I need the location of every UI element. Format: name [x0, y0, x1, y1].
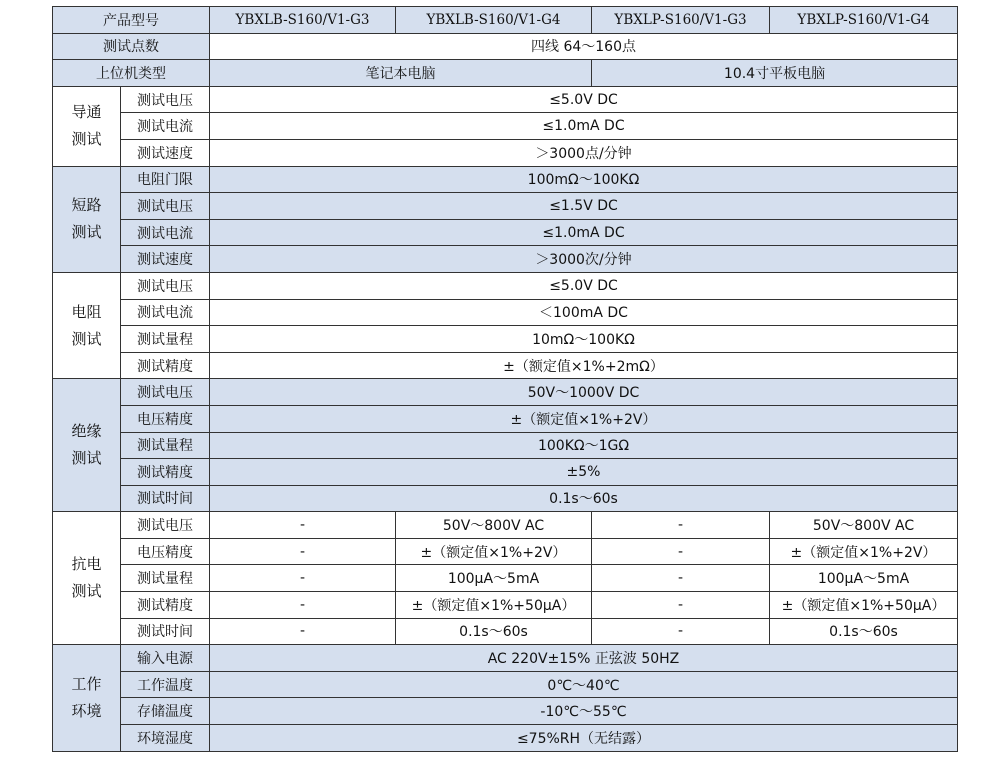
group-name-line: 测试 [71, 449, 102, 468]
param-value: ＞3000点/分钟 [210, 139, 958, 166]
hipot-value: - [592, 565, 770, 592]
spec-row [53, 219, 958, 246]
param-label: 输入电源 [121, 645, 210, 672]
param-value: 10mΩ～100KΩ [210, 326, 958, 353]
spec-row [53, 86, 958, 113]
hipot-value: ±（额定值×1%+2V） [770, 538, 958, 565]
hipot-value: ±（额定值×1%+2V） [396, 538, 592, 565]
param-value: ±（额定值×1%+2V） [210, 405, 958, 432]
spec-table [52, 6, 958, 752]
group-name-line: 测试 [71, 582, 102, 601]
param-value: 100mΩ～100KΩ [210, 166, 958, 193]
param-value: 0℃～40℃ [210, 671, 958, 698]
hipot-value: 100μA～5mA [396, 565, 592, 592]
group-name-line: 短路 [71, 196, 102, 215]
hipot-value: - [592, 618, 770, 645]
param-label: 测试时间 [121, 618, 210, 645]
param-label: 测试电压 [121, 379, 210, 406]
group-name-continuity [53, 86, 121, 166]
spec-row [53, 139, 958, 166]
hipot-value: - [210, 538, 396, 565]
group-name-environment [53, 645, 121, 751]
hipot-row [53, 512, 958, 539]
param-label: 测试时间 [121, 485, 210, 512]
group-name-line: 环境 [71, 701, 102, 720]
spec-row [53, 326, 958, 353]
param-label: 测试精度 [121, 592, 210, 619]
group-name-line: 测试 [71, 223, 102, 242]
spec-row [53, 193, 958, 220]
param-value: 100KΩ～1GΩ [210, 432, 958, 459]
param-value: 0.1s～60s [210, 485, 958, 512]
hipot-row [53, 618, 958, 645]
param-label: 测试电压 [121, 272, 210, 299]
points-label: 测试点数 [53, 33, 210, 60]
hipot-value: - [210, 565, 396, 592]
param-label: 测试电压 [121, 86, 210, 113]
hipot-value: ±（额定值×1%+50μA） [396, 592, 592, 619]
param-label: 存储温度 [121, 698, 210, 725]
param-label: 测试量程 [121, 432, 210, 459]
param-value: AC 220V±15% 正弦波 50HZ [210, 645, 958, 672]
param-label: 测试速度 [121, 246, 210, 273]
param-value: ≤5.0V DC [210, 86, 958, 113]
hipot-value: 50V～800V AC [396, 512, 592, 539]
host-right-value: 10.4寸平板电脑 [592, 60, 958, 87]
spec-row [53, 405, 958, 432]
group-name-insulation [53, 379, 121, 512]
param-label: 测试电压 [121, 193, 210, 220]
param-label: 测试精度 [121, 459, 210, 486]
group-name-line: 电阻 [71, 302, 102, 321]
param-label: 测试电流 [121, 299, 210, 326]
spec-row [53, 645, 958, 672]
hipot-value: - [592, 592, 770, 619]
spec-row [53, 299, 958, 326]
param-label: 测试量程 [121, 565, 210, 592]
hipot-value: 0.1s～60s [396, 618, 592, 645]
spec-row [53, 246, 958, 273]
param-value: ＞3000次/分钟 [210, 246, 958, 273]
spec-row [53, 432, 958, 459]
model-row [53, 7, 958, 34]
group-name-resistance [53, 272, 121, 378]
group-name-hipot [53, 512, 121, 645]
model-header-label: 产品型号 [53, 7, 210, 34]
param-value: 50V～1000V DC [210, 379, 958, 406]
group-name-line: 测试 [71, 329, 102, 348]
model-name: YBXLB-S160/V1-G3 [210, 7, 396, 34]
model-name: YBXLP-S160/V1-G3 [592, 7, 770, 34]
param-value: ≤5.0V DC [210, 272, 958, 299]
group-name-line: 抗电 [71, 555, 102, 574]
spec-row [53, 671, 958, 698]
group-name-line: 测试 [71, 130, 102, 149]
group-name-line: 工作 [71, 674, 102, 693]
param-value: ≤75%RH（无结露） [210, 725, 958, 752]
spec-row [53, 698, 958, 725]
spec-row [53, 272, 958, 299]
param-value: ≤1.5V DC [210, 193, 958, 220]
hipot-value: 0.1s～60s [770, 618, 958, 645]
param-label: 测试量程 [121, 326, 210, 353]
hipot-value: ±（额定值×1%+50μA） [770, 592, 958, 619]
param-value: ≤1.0mA DC [210, 219, 958, 246]
param-label: 测试速度 [121, 139, 210, 166]
hipot-value: - [210, 512, 396, 539]
points-value: 四线 64～160点 [210, 33, 958, 60]
hipot-value: - [592, 512, 770, 539]
hipot-row [53, 592, 958, 619]
hipot-value: 100μA～5mA [770, 565, 958, 592]
spec-row [53, 725, 958, 752]
group-name-line: 导通 [71, 103, 102, 122]
points-row [53, 33, 958, 60]
model-name: YBXLB-S160/V1-G4 [396, 7, 592, 34]
group-name-line: 绝缘 [71, 422, 102, 441]
param-label: 电压精度 [121, 405, 210, 432]
param-label: 测试精度 [121, 352, 210, 379]
spec-row [53, 459, 958, 486]
param-label: 工作温度 [121, 671, 210, 698]
param-value: -10℃～55℃ [210, 698, 958, 725]
spec-row [53, 113, 958, 140]
hipot-value: - [210, 592, 396, 619]
spec-row [53, 379, 958, 406]
param-value: ±5% [210, 459, 958, 486]
hipot-row [53, 538, 958, 565]
param-label: 测试电压 [121, 512, 210, 539]
hipot-value: 50V～800V AC [770, 512, 958, 539]
host-left-value: 笔记本电脑 [210, 60, 592, 87]
param-value: ≤1.0mA DC [210, 113, 958, 140]
spec-row [53, 352, 958, 379]
param-label: 环境湿度 [121, 725, 210, 752]
hipot-row [53, 565, 958, 592]
hipot-value: - [210, 618, 396, 645]
param-label: 测试电流 [121, 219, 210, 246]
hipot-value: - [592, 538, 770, 565]
host-row [53, 60, 958, 87]
spec-table-body [53, 7, 958, 752]
param-value: ＜100mA DC [210, 299, 958, 326]
group-name-short [53, 166, 121, 272]
host-label: 上位机类型 [53, 60, 210, 87]
spec-row [53, 166, 958, 193]
model-name: YBXLP-S160/V1-G4 [770, 7, 958, 34]
param-label: 电压精度 [121, 538, 210, 565]
param-label: 电阻门限 [121, 166, 210, 193]
param-value: ±（额定值×1%+2mΩ） [210, 352, 958, 379]
spec-row [53, 485, 958, 512]
param-label: 测试电流 [121, 113, 210, 140]
